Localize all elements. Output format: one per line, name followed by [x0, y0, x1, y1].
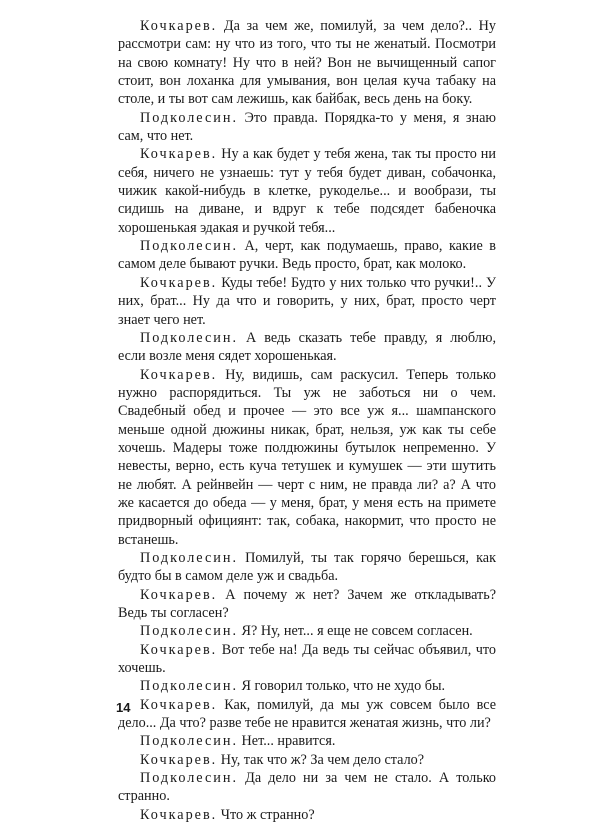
speech-line: Как, помилуй, да мы уж совсем было все дело... Да что? разве тебе не нравится женатая жизнь, что ли?	[118, 696, 497, 732]
dialogue-paragraph	[118, 329, 496, 366]
dialogue-paragraph	[118, 237, 496, 274]
speaker-name: Подколесин.	[140, 623, 238, 640]
dialogue-paragraph	[118, 622, 496, 640]
speech-line: Ну, так что ж? За чем дело стало?	[220, 751, 425, 768]
dialogue-paragraph	[118, 549, 496, 586]
dialogue-paragraph	[118, 751, 496, 769]
speaker-name: Кочкарев.	[140, 586, 218, 603]
speech-line: А, черт, как подумаешь, право, какие в самом деле бывают ручки. Ведь просто, брат, как молоко.	[118, 238, 496, 273]
speaker-name: Кочкарев.	[140, 146, 218, 163]
speaker-name: Кочкарев.	[140, 18, 218, 34]
speaker-name: Подколесин.	[140, 770, 238, 787]
speaker-name: Кочкарев.	[140, 806, 218, 823]
dialogue-paragraph	[118, 696, 496, 733]
speaker-name: Подколесин.	[140, 238, 238, 255]
speech-line: Я? Ну, нет... я еще не совсем согласен.	[241, 623, 473, 640]
speech-line: Это правда. Порядка-то у меня, я знаю сам, что нет.	[118, 109, 496, 145]
speech-line: Я говорил только, что не худо бы.	[241, 678, 446, 695]
speaker-name: Подколесин.	[140, 678, 238, 695]
speech-line: Ну, видишь, сам раскусил. Теперь только нужно распорядиться. Ты уж не заботься ни о чем. Свадебный обед и прочее — это все уж я... шампанского меньше одной дюжины никак, брат, нельзя, уж как ты себе хочешь. Мадеры тоже полдюжины бутылок непременно. У невесты, верно, есть куча тетушек и кумушек — эти шутить не любят. А рейнвейн — черт с ним, не правда ли? а? А что же касается до обеда — у меня, брат, у меня есть на примете придворный официянт: так, собака, накормит, что просто не встанешь.	[118, 366, 496, 548]
dialogue-paragraph	[118, 641, 496, 678]
speech-line: Куды тебе! Будто у них только что ручки!.. У них, брат... Ну да что и говорить, у них, брат, просто черт знает чего нет.	[118, 274, 496, 328]
dialogue-paragraph	[118, 145, 496, 237]
speaker-name: Кочкарев.	[140, 274, 218, 291]
speaker-name: Кочкарев.	[140, 751, 218, 768]
speech-line: А ведь сказать тебе правду, я люблю, если возле меня сядет хорошенькая.	[118, 329, 496, 365]
speech-line: А почему ж нет? Зачем же откладывать? Ведь ты согласен?	[118, 586, 497, 621]
speech-line: Что ж странно?	[220, 806, 315, 823]
speech-line: Ну а как будет у тебя жена, так ты просто ни себя, ничего не узнаешь: тут у тебя будет диван, собачонка, чижик какой-нибудь в клетке, рукоделье... и вообрази, ты сидишь на диване, и вдруг к тебе подсядет бабеночка хорошенькая эдакая и ручкой тебя...	[118, 146, 496, 236]
speaker-name: Подколесин.	[140, 109, 238, 126]
speaker-name: Кочкарев.	[140, 696, 218, 713]
speech-line: Помилуй, ты так горячо берешься, как будто бы в самом деле уж и свадьба.	[118, 549, 496, 585]
speaker-name: Подколесин.	[140, 733, 238, 750]
page-number: 14	[116, 700, 131, 715]
speaker-name: Подколесин.	[140, 549, 238, 566]
speech-line: Вот тебе на! Да ведь ты сейчас объявил, что хочешь.	[118, 641, 497, 677]
dialogue-paragraph	[118, 586, 496, 623]
speech-line: Да дело ни за чем не стало. А только странно.	[118, 770, 496, 805]
dialogue-paragraph	[118, 274, 496, 329]
speech-line: Да за чем же, помилуй, за чем дело?.. Ну рассмотри сам: ну что из того, что ты не женатый. Посмотри на свою комнату! Ну что в ней? Вон не вычищенный сапог стоит, вон лоханка для умывания, вон целая куча табаку на столе, и ты вот сам лежишь, как байбак, весь день на боку.	[118, 18, 497, 108]
dialogue-paragraph	[118, 732, 496, 750]
dialogue-text	[118, 17, 496, 824]
dialogue-paragraph	[118, 109, 496, 146]
dialogue-paragraph	[118, 366, 496, 549]
dialogue-paragraph	[118, 677, 496, 695]
speaker-name: Кочкарев.	[140, 366, 218, 383]
dialogue-paragraph	[118, 769, 496, 806]
dialogue-paragraph	[118, 17, 496, 109]
speech-line: Нет... нравится.	[241, 733, 336, 750]
dialogue-paragraph	[118, 806, 496, 824]
speaker-name: Кочкарев.	[140, 641, 218, 658]
speaker-name: Подколесин.	[140, 329, 238, 346]
